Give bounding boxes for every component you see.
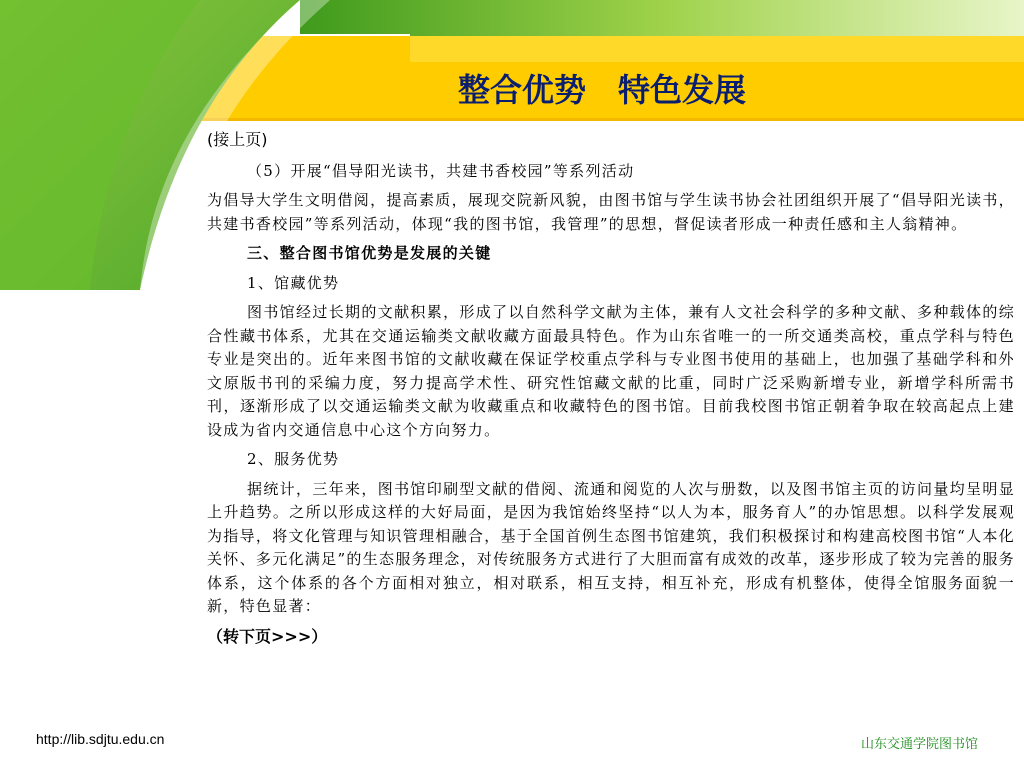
sub1-text: 图书馆经过长期的文献积累，形成了以自然科学文献为主体，兼有人文社会科学的多种文献、多种载体的综合性藏书体系，尤其在交通运输类文献收藏方面最具特色。作为山东省唯一的一所交通类高校，重点学科与特色专业是突出的。近年来图书馆的文献收藏在保证学校重点学科与专业图书使用的基础上，也加强了基础学科和外文原版书刊的采编力度，努力提高学术性、研究性馆藏文献的比重，同时广泛采购新增专业，新增学科所需书刊，逐渐形成了以交通运输类文献为收藏重点和收藏特色的图书馆。目前我校图书馆正朝着争取在较高起点上建设成为省内交通信息中心这个方向努力。: [207, 303, 1015, 439]
sub2-text: 据统计，三年来，图书馆印刷型文献的借阅、流通和阅览的人次与册数，以及图书馆主页的访问量均呈明显上升趋势。之所以形成这样的大好局面，是因为我馆始终坚持“以人为本，服务育人”的办馆思想。以科学发展观为指导，将文化管理与知识管理相融合，基于全国首例生态图书馆建筑，我们积极探讨和构建高校图书馆“人本化关怀、多元化满足”的生态服务理念，对传统服务方式进行了大胆而富有成效的改革，逐步形成了较为完善的服务体系，这个体系的各个方面相对独立，相对联系，相互支持，相互补充，形成有机整体，使得全馆服务面貌一新，特色显著：: [207, 479, 1015, 615]
footer-url: http://lib.sdjtu.edu.cn: [36, 731, 165, 747]
section3-heading: 三、整合图书馆优势是发展的关键: [247, 244, 492, 262]
footer-library-name: 山东交通学院图书馆: [860, 737, 978, 752]
continued-label: (接上页): [207, 130, 268, 149]
main-content: [207, 128, 1015, 654]
sub2-heading: 2、服务优势: [247, 450, 340, 468]
next-page-label: （转下页>>>）: [207, 626, 328, 646]
sub1-heading: 1、馆藏优势: [247, 273, 340, 292]
item5-text: 为倡导大学生文明借阅，提高素质，展现交院新风貌，由图书馆与学生读书协会社团组织开展了“倡导阳光读书，共建书香校园”等系列活动，体现“我的图书馆，我管理”的思想，督促读者形成一种责任感和主人翁精神。: [207, 191, 1015, 233]
item5-heading: （5）开展“倡导阳光读书，共建书香校园”等系列活动: [247, 161, 635, 180]
page-title: 整合优势 特色发展: [457, 71, 746, 109]
